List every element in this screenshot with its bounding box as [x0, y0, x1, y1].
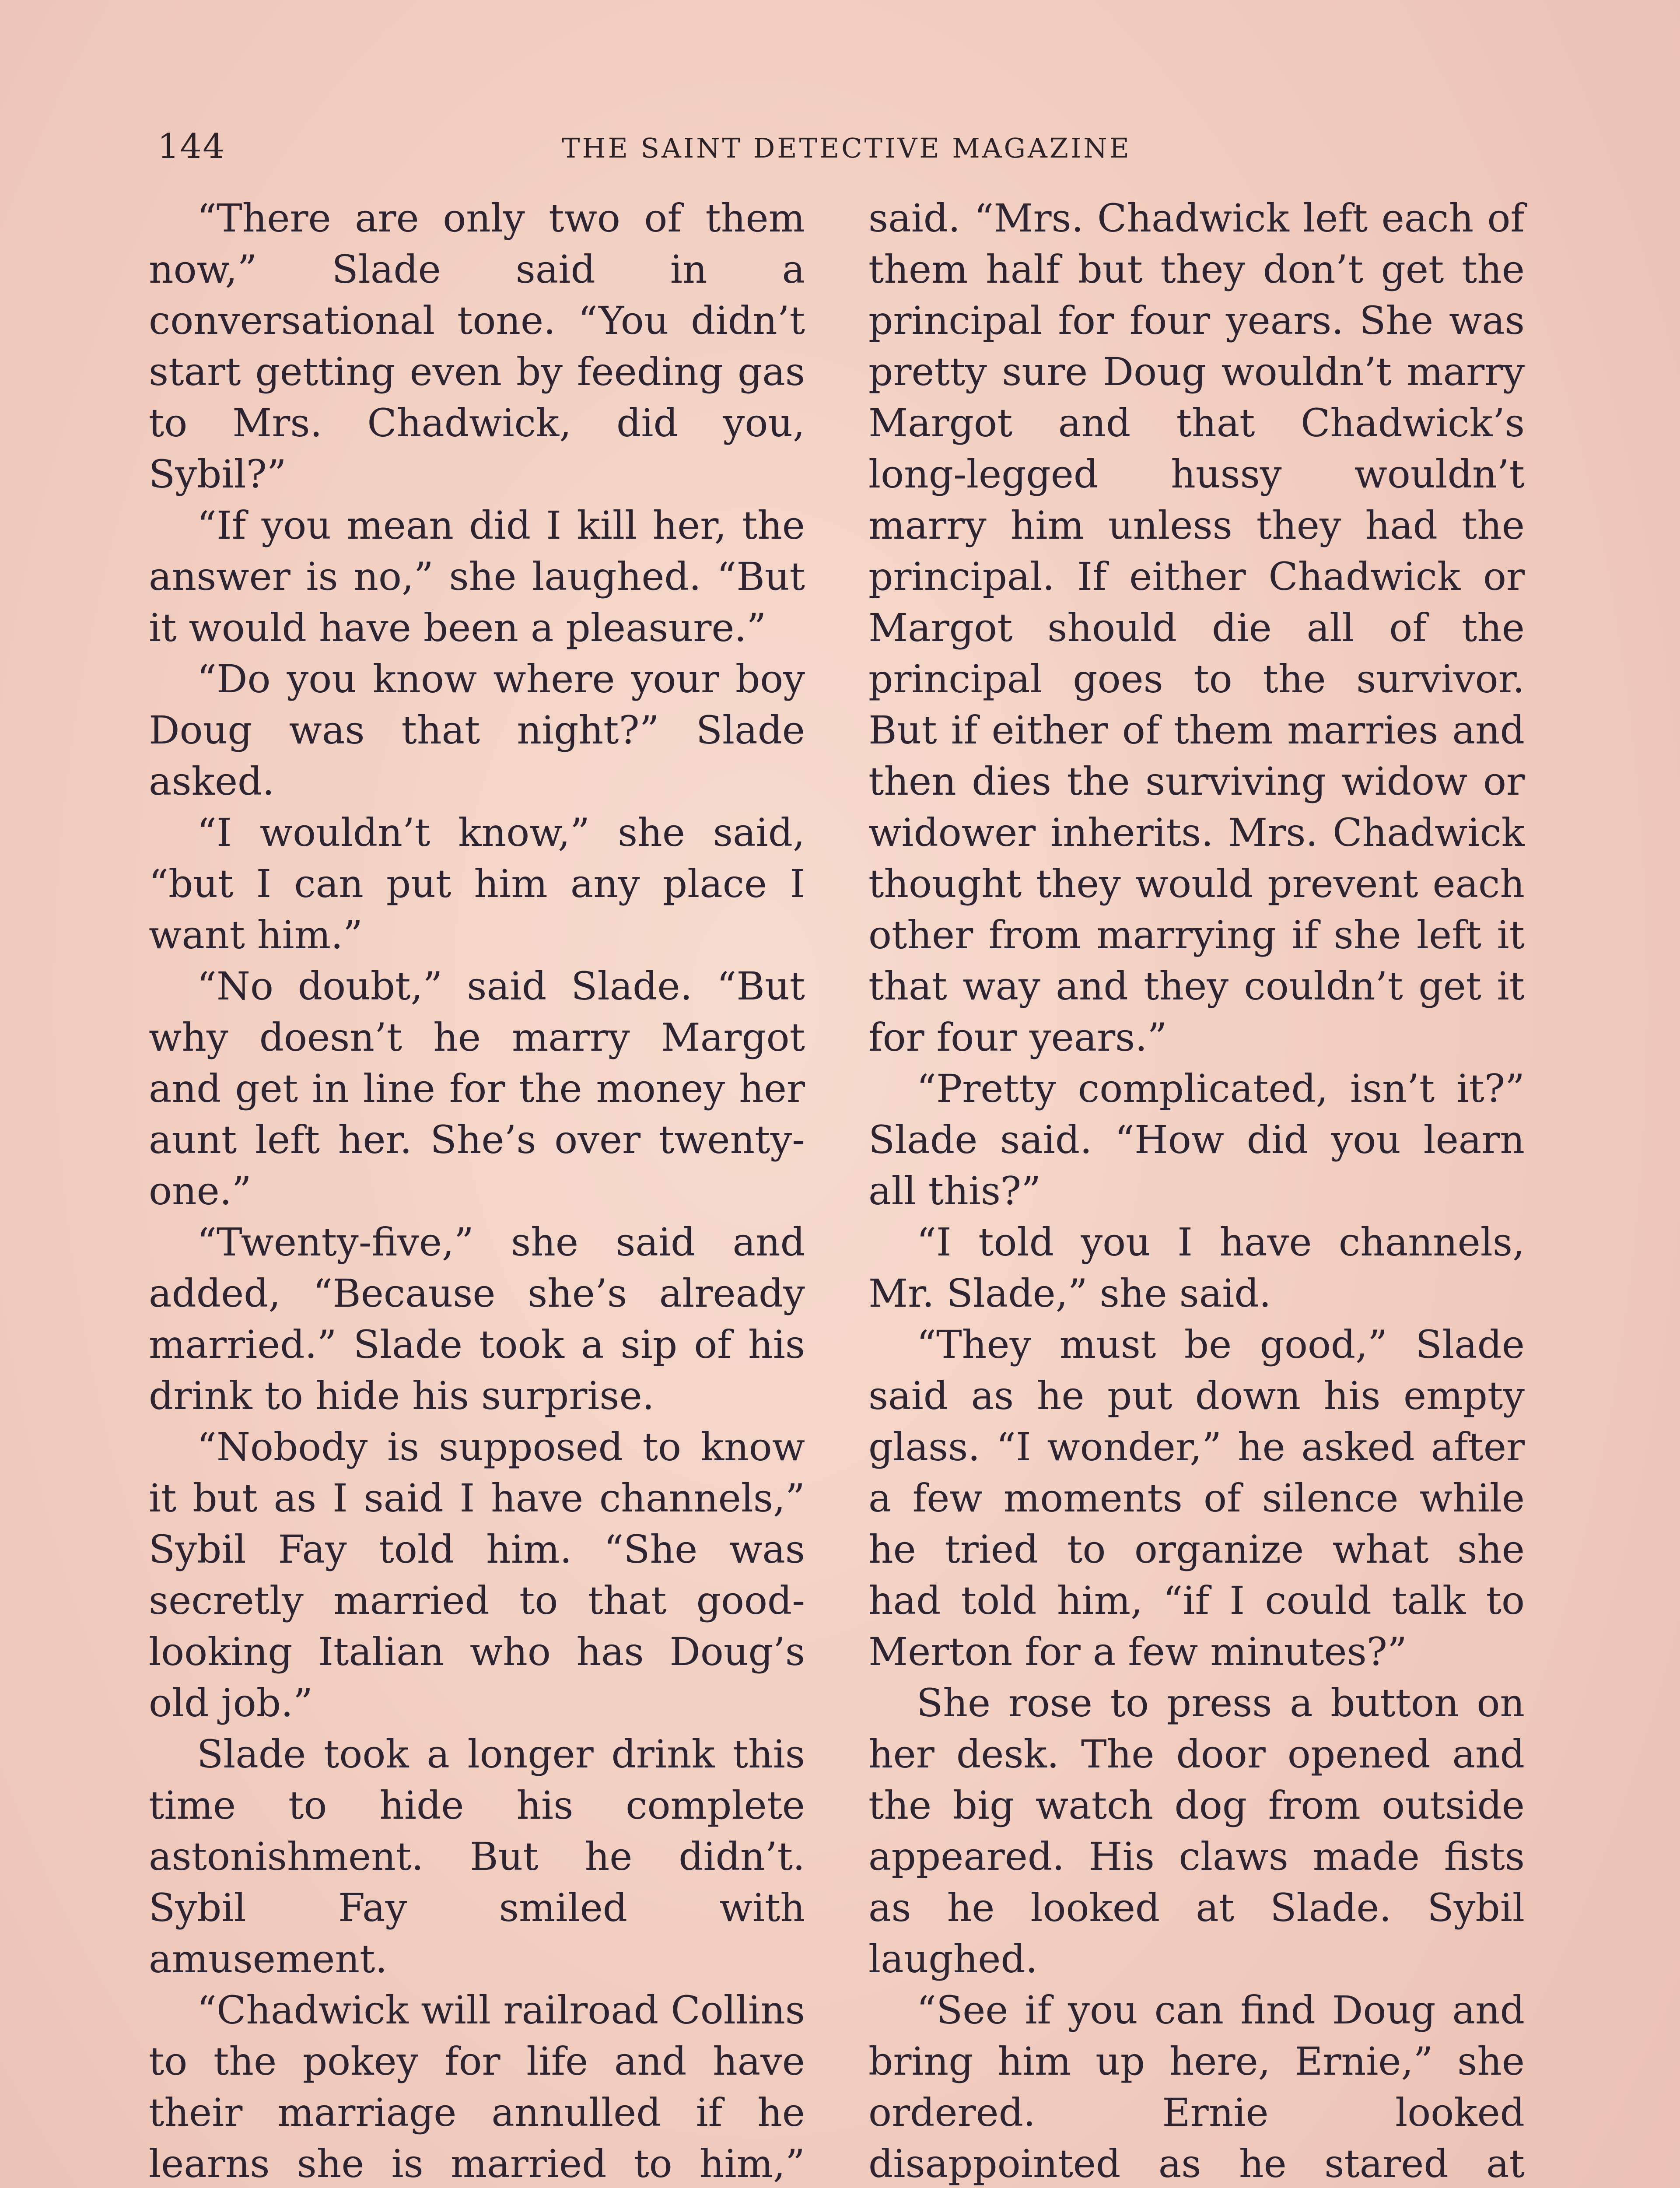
paragraph: Slade took a longer drink this time to hide his complete astonishment. But he didn’t. Sybil Fay smiled with amusement. — [149, 1732, 805, 1981]
paragraph: “Nobody is supposed to know it but as I said I have channels,” Sybil Fay told him. “She was secretly married to that good-looking Italian who has Doug’s old job.” — [149, 1424, 805, 1725]
paragraph: “I wouldn’t know,” she said, “but I can put him any place I want him.” — [149, 810, 805, 957]
paragraph: “See if you can find Doug and bring him up here, Ernie,” she ordered. Ernie looked disappointed as he stared at — [868, 1988, 1525, 2186]
paragraph: “Chadwick will railroad Collins to the pokey for life and have their marriage annulled if he learns she is married to him,” — [149, 1988, 805, 2186]
page-header — [158, 127, 1536, 184]
paragraph: said. “Mrs. Chadwick left each of them half but they don’t get the principal for four years. She was pretty sure Doug wouldn’t marry Margot and that Chadwick’s long-legged hussy wouldn’t marry him unless they had the principal. If either Chadwick or Margot should die all of the principal goes to the survivor. But if either of them marries and then dies the surviving widow or widower inherits. Mrs. Chadwick thought they would prevent each other from marrying if she left it that way and they couldn’t get it for four years.” — [868, 196, 1525, 1060]
left-column — [149, 193, 805, 2188]
paragraph: “Twenty-five,” she said and added, “Because she’s already married.” Slade took a sip of his drink to hide his surprise. — [149, 1220, 805, 1418]
paragraph: She rose to press a button on her desk. The door opened and the big watch dog from outside appeared. His claws made fists as he looked at Slade. Sybil laughed. — [868, 1680, 1525, 1981]
paragraph: “They must be good,” Slade said as he put down his empty glass. “I wonder,” he asked after a few moments of silence while he tried to organize what she had told him, “if I could talk to Merton for a few minutes?” — [868, 1322, 1525, 1674]
paragraph: “Do you know where your boy Doug was that night?” Slade asked. — [149, 656, 805, 804]
paragraph: “If you mean did I kill her, the answer is no,” she laughed. “But it would have been a pleasure.” — [149, 503, 805, 650]
paragraph: “There are only two of them now,” Slade said in a conversational tone. “You didn’t start getting even by feeding gas to Mrs. Chadwick, did you, Sybil?” — [149, 196, 805, 497]
paragraph: “No doubt,” said Slade. “But why doesn’t he marry Margot and get in line for the money her aunt left her. She’s over twenty-one.” — [149, 964, 805, 1213]
running-head: THE SAINT DETECTIVE MAGAZINE — [562, 132, 1131, 164]
paragraph: “Pretty complicated, isn’t it?” Slade said. “How did you learn all this?” — [868, 1066, 1525, 1213]
paragraph: “I told you I have channels, Mr. Slade,” she said. — [868, 1220, 1525, 1316]
right-column — [868, 193, 1525, 2188]
page-number: 144 — [158, 127, 225, 166]
